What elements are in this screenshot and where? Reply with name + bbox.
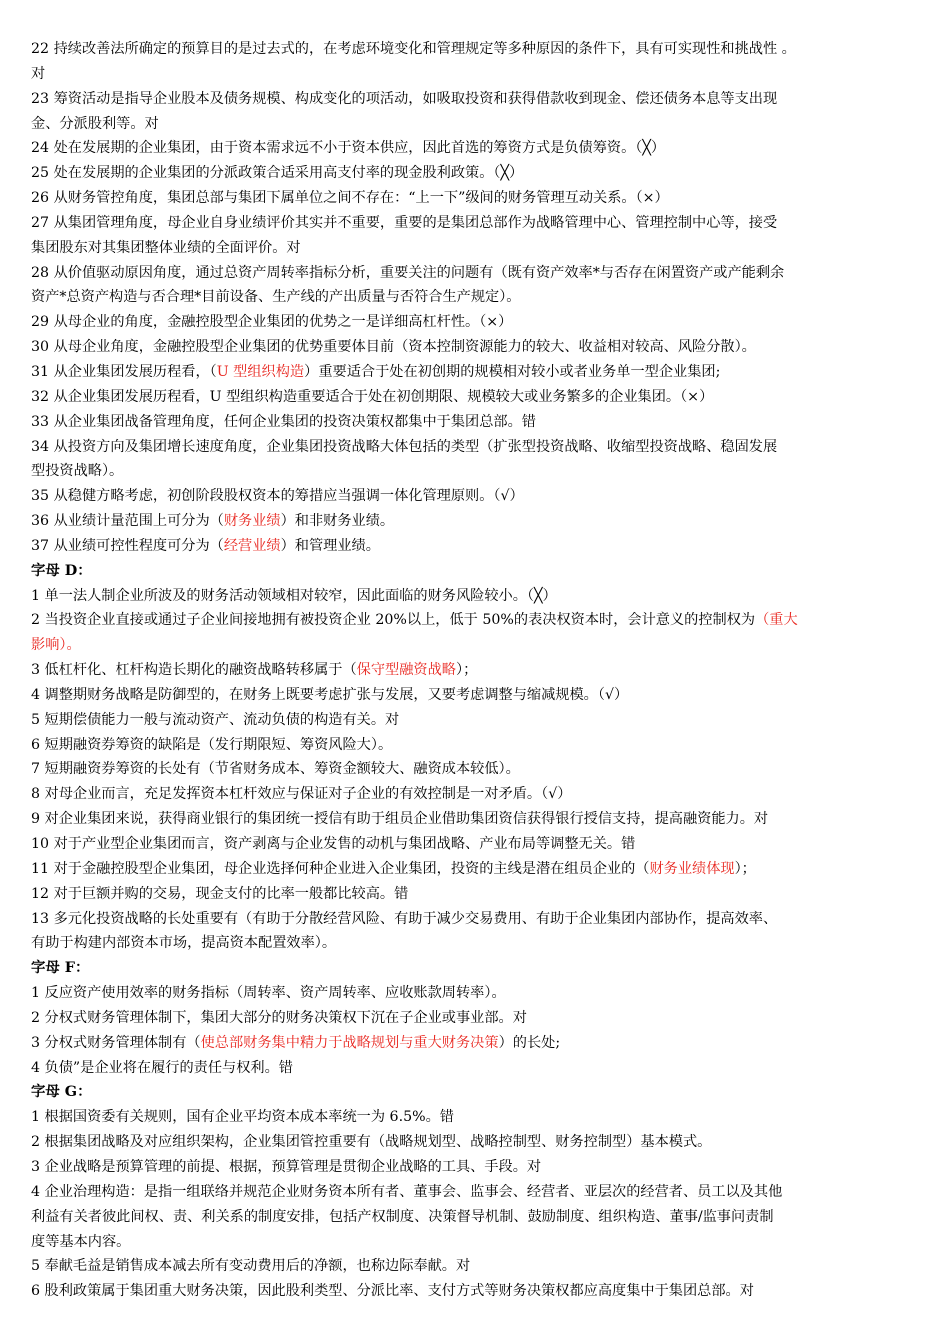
highlighted-answer: 经营业绩	[223, 537, 281, 554]
text-segment: ）和管理业绩。	[280, 537, 380, 554]
text-segment: 5 奉献毛益是销售成本减去所有变动费用后的净额，也称边际奉献。对	[31, 1258, 471, 1275]
text-line	[31, 186, 926, 211]
section-heading	[31, 559, 926, 584]
text-line	[31, 236, 926, 261]
text-segment: 7 短期融资券筹资的长处有（节省财务成本、筹资金额较大、融资成本较低）。	[31, 761, 520, 778]
text-line	[31, 608, 926, 633]
text-segment: 金、分派股利等。对	[31, 115, 159, 132]
text-line	[31, 1006, 926, 1031]
text-line	[31, 509, 926, 534]
text-segment: 利益有关者彼此间权、责、利关系的制度安排，包括产权制度、决策督导机制、鼓励制度、组织构造、董事/监事问责制	[31, 1208, 774, 1225]
text-line	[31, 1056, 926, 1081]
text-line	[31, 907, 926, 932]
text-line	[31, 161, 926, 186]
text-segment: 25 处在发展期的企业集团的分派政策合适采用高支付率的现金股利政策。（╳）	[31, 165, 524, 182]
text-segment: 有助于构建内部资本市场，提高资本配置效率）。	[31, 935, 337, 952]
text-line	[31, 733, 926, 758]
text-segment: 34 从投资方向及集团增长速度角度，企业集团投资战略大体包括的类型（扩张型投资战略、收缩型投资战略、稳固发展	[31, 438, 778, 455]
text-segment: 23 筹资活动是指导企业股本及债务规模、构成变化的项活动，如吸取投资和获得借款收到现金、偿还债务本息等支出现	[31, 90, 778, 107]
text-line	[31, 435, 926, 460]
text-segment: 26 从财务管控角度，集团总部与集团下属单位之间不存在：“上一下”级间的财务管理互动关系。（×）	[31, 190, 669, 207]
text-segment: 31 从企业集团发展历程看，（	[31, 363, 217, 380]
text-line	[31, 385, 926, 410]
text-line	[31, 310, 926, 335]
text-segment: 资产*总资产构造与否合理*目前设备、生产线的产出质量与否符合生产规定）。	[31, 289, 521, 306]
text-line	[31, 1279, 926, 1304]
text-segment: 4 企业治理构造：是指一组联络并规范企业财务资本所有者、董事会、监事会、经营者、亚层次的经营者、员工以及其他	[31, 1183, 783, 1200]
text-line	[31, 410, 926, 435]
text-segment: 13 多元化投资战略的长处重要有（有助于分散经营风险、有助于减少交易费用、有助于企业集团内部协作，提高效率、	[31, 910, 778, 927]
text-segment: 字母 D：	[31, 561, 92, 579]
text-segment: 27 从集团管理角度，母企业自身业绩评价其实并不重要，重要的是集团总部作为战略管理中心、管理控制中心等，接受	[31, 214, 778, 231]
text-line	[31, 1205, 926, 1230]
text-segment: 10 对于产业型企业集团而言，资产剥离与企业发售的动机与集团战略、产业布局等调整无关。错	[31, 836, 636, 852]
text-line	[31, 285, 926, 310]
text-line	[31, 1180, 926, 1205]
text-segment: 33 从企业集团战备管理角度，任何企业集团的投资决策权都集中于集团总部。错	[31, 413, 536, 430]
highlighted-answer: 影响）。	[31, 637, 81, 654]
text-line	[31, 832, 926, 857]
text-line	[31, 261, 926, 286]
text-line	[31, 807, 926, 832]
text-segment: 28 从价值驱动原因角度，通过总资产周转率指标分析，重要关注的问题有（既有资产效率*与否存在闲置资产或产能剩余	[31, 264, 785, 281]
text-line	[31, 782, 926, 807]
text-line	[31, 708, 926, 733]
text-segment: 1 反应资产使用效率的财务指标（周转率、资产周转率、应收账款周转率）。	[31, 985, 506, 1002]
highlighted-answer: （重大	[755, 612, 798, 629]
text-line	[31, 981, 926, 1006]
highlighted-answer: U 型组织构造	[216, 363, 305, 380]
text-segment: 11 对于金融控股型企业集团，母企业选择何种企业进入企业集团，投资的主线是潜在组员企业的（	[31, 860, 650, 877]
text-line	[31, 882, 926, 907]
text-segment: 2 当投资企业直接或通过子企业间接地拥有被投资企业 20%以上，低于 50%的表决权资本时，会计意义的控制权为	[31, 612, 756, 629]
text-line	[31, 633, 926, 658]
text-line	[31, 1155, 926, 1180]
text-line	[31, 335, 926, 360]
text-line	[31, 1031, 926, 1056]
text-line	[31, 459, 926, 484]
text-segment: 2 分权式财务管理体制下，集团大部分的财务决策权下沉在子企业或事业部。对	[31, 1009, 527, 1026]
text-segment: 集团股东对其集团整体业绩的全面评价。对	[31, 239, 301, 256]
highlighted-answer: 使总部财务集中精力于战略规划与重大财务决策	[200, 1034, 499, 1051]
text-line	[31, 1230, 926, 1255]
text-line	[31, 136, 926, 161]
text-line	[31, 534, 926, 559]
text-segment: 4 调整期财务战略是防御型的，在财务上既要考虑扩张与发展，又要考虑调整与缩减规模。（√）	[31, 686, 629, 703]
text-segment: 35 从稳健方略考虑，初创阶段股权资本的筹措应当强调一体化管理原则。（√）	[31, 488, 524, 505]
section-heading	[31, 956, 926, 981]
text-line	[31, 484, 926, 509]
text-segment: 3 分权式财务管理体制有（	[31, 1034, 201, 1051]
text-line	[31, 857, 926, 882]
text-segment: 5 短期偿债能力一般与流动资产、流动负债的构造有关。对	[31, 711, 400, 728]
text-line	[31, 360, 926, 385]
text-segment: 12 对于巨额并购的交易，现金支付的比率一般都比较高。错	[31, 885, 409, 902]
text-line	[31, 658, 926, 683]
text-line	[31, 1254, 926, 1279]
text-segment: 30 从母企业角度，金融控股型企业集团的优势重要体目前（资本控制资源能力的较大、收益相对较高、风险分散）。	[31, 339, 756, 356]
text-segment: ）；	[456, 662, 478, 679]
text-line	[31, 757, 926, 782]
text-segment: 9 对企业集团来说，获得商业银行的集团统一授信有助于组员企业借助集团资信获得银行授信支持，提高融资能力。对	[31, 811, 769, 828]
section-heading	[31, 1080, 926, 1105]
text-line	[31, 1130, 926, 1155]
text-line	[31, 211, 926, 236]
text-segment: 字母 G：	[31, 1083, 92, 1101]
text-line	[31, 683, 926, 708]
text-line	[31, 1105, 926, 1130]
text-segment: 37 从业绩可控性程度可分为（	[31, 537, 224, 554]
text-segment: 度等基本内容。	[31, 1233, 131, 1250]
text-segment: ）；	[734, 860, 756, 877]
text-line	[31, 112, 926, 137]
text-segment: 1 根据国资委有关规则，国有企业平均资本成本率统一为 6.5%。错	[31, 1109, 454, 1126]
text-segment: 4 负债”是企业将在履行的责任与权利。错	[31, 1059, 293, 1076]
text-line	[31, 87, 926, 112]
text-segment: 24 处在发展期的企业集团，由于资本需求远不小于资本供应，因此首选的筹资方式是负债筹资。（╳）	[31, 140, 666, 157]
highlighted-answer: 保守型融资战略	[356, 662, 456, 679]
text-line	[31, 62, 926, 87]
text-segment: 32 从企业集团发展历程看，U 型组织构造重要适合于处在初创期限、规模较大或业务繁多的企业集团。（×）	[31, 388, 714, 405]
highlighted-answer: 财务业绩体现	[649, 860, 735, 877]
text-segment: 29 从母企业的角度，金融控股型企业集团的优势之一是详细高杠杆性。（×）	[31, 314, 513, 331]
text-segment: ）的长处;	[498, 1034, 561, 1051]
text-segment: 36 从业绩计量范围上可分为（	[31, 513, 224, 530]
text-line	[31, 931, 926, 956]
text-segment: ）和非财务业绩。	[280, 513, 395, 530]
text-line	[31, 584, 926, 609]
text-segment: 3 低杠杆化、杠杆构造长期化的融资战略转移属于（	[31, 662, 357, 679]
text-segment: ）重要适合于处在初创期的规模相对较小或者业务单一型企业集团;	[304, 363, 721, 380]
text-segment: 字母 F：	[31, 959, 90, 977]
text-segment: 22 持续改善法所确定的预算目的是过去式的，在考虑环境变化和管理规定等多种原因的条件下，具有可实现性和挑战性 。	[31, 41, 796, 57]
text-segment: 6 短期融资券筹资的缺陷是（发行期限短、筹资风险大）。	[31, 736, 393, 753]
highlighted-answer: 财务业绩	[223, 513, 281, 530]
text-line	[31, 37, 926, 62]
text-segment: 2 根据集团战略及对应组织架构，企业集团管控重要有（战略规划型、战略控制型、财务控制型）基本模式。	[31, 1134, 712, 1151]
text-segment: 型投资战略）。	[31, 463, 124, 480]
text-segment: 8 对母企业而言，充足发挥资本杠杆效应与保证对子企业的有效控制是一对矛盾。（√）	[31, 786, 572, 803]
text-segment: 6 股利政策属于集团重大财务决策，因此股利类型、分派比率、支付方式等财务决策权都应高度集中于集团总部。对	[31, 1283, 754, 1300]
text-segment: 1 单一法人制企业所波及的财务活动领域相对较窄，因此面临的财务风险较小。（╳）	[31, 587, 557, 604]
text-segment: 对	[31, 65, 46, 82]
text-segment: 3 企业战略是预算管理的前提、根据，预算管理是贯彻企业战略的工具、手段。对	[31, 1158, 542, 1175]
